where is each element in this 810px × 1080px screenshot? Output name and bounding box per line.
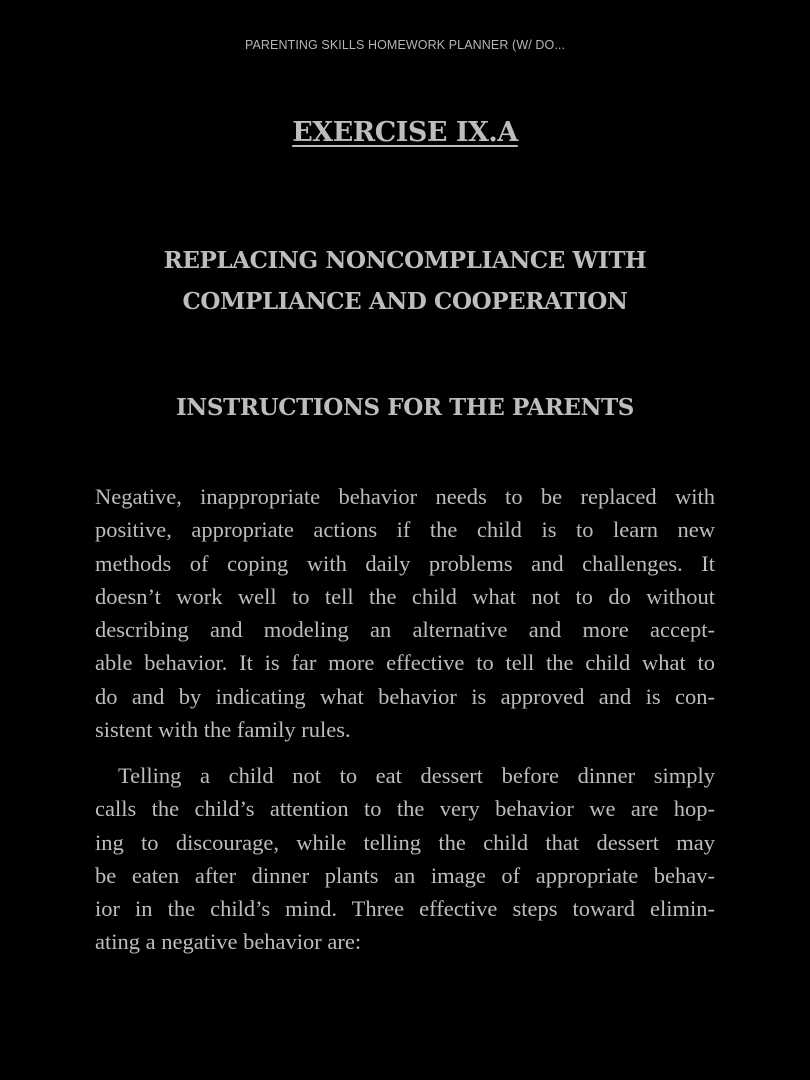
subtitle-line: REPLACING NONCOMPLIANCE WITH bbox=[163, 247, 647, 274]
text-line: Telling a child not to eat dessert before dinner simply bbox=[118, 763, 715, 788]
text-line: methods of coping with daily problems and challenges. It bbox=[95, 550, 715, 576]
text-line: ing to discourage, while telling the child that dessert may bbox=[95, 829, 715, 855]
text-line: ating a negative behavior are: bbox=[95, 929, 362, 955]
text-line: doesn’t work well to tell the child what not to do without bbox=[95, 583, 715, 609]
text-line: do and by indicating what behavior is approved and is con- bbox=[95, 683, 715, 709]
text-line: sistent with the family rules. bbox=[95, 717, 351, 743]
text-line: able behavior. It is far more effective to tell the child what to bbox=[95, 650, 715, 676]
text-line: calls the child’s attention to the very behavior we are hop- bbox=[95, 796, 715, 822]
text-line: describing and modeling an alternative and more accept- bbox=[95, 617, 715, 643]
text-line: Negative, inappropriate behavior needs to be replaced with bbox=[95, 484, 715, 509]
body-paragraph-2 bbox=[95, 759, 715, 959]
text-line: ior in the child’s mind. Three effective steps toward elimin- bbox=[95, 896, 715, 922]
section-heading: INSTRUCTIONS FOR THE PARENTS bbox=[175, 394, 635, 421]
exercise-subtitle bbox=[0, 240, 810, 322]
text-line: positive, appropriate actions if the child is to learn new bbox=[95, 517, 715, 543]
body-paragraph-1 bbox=[95, 480, 715, 746]
running-header-book-title: PARENTING SKILLS HOMEWORK PLANNER (W/ DO... bbox=[244, 38, 566, 52]
text-line: be eaten after dinner plants an image of appropriate behav- bbox=[95, 862, 715, 888]
exercise-title: EXERCISE IX.A bbox=[292, 117, 518, 148]
subtitle-line: COMPLIANCE AND COOPERATION bbox=[182, 288, 628, 315]
